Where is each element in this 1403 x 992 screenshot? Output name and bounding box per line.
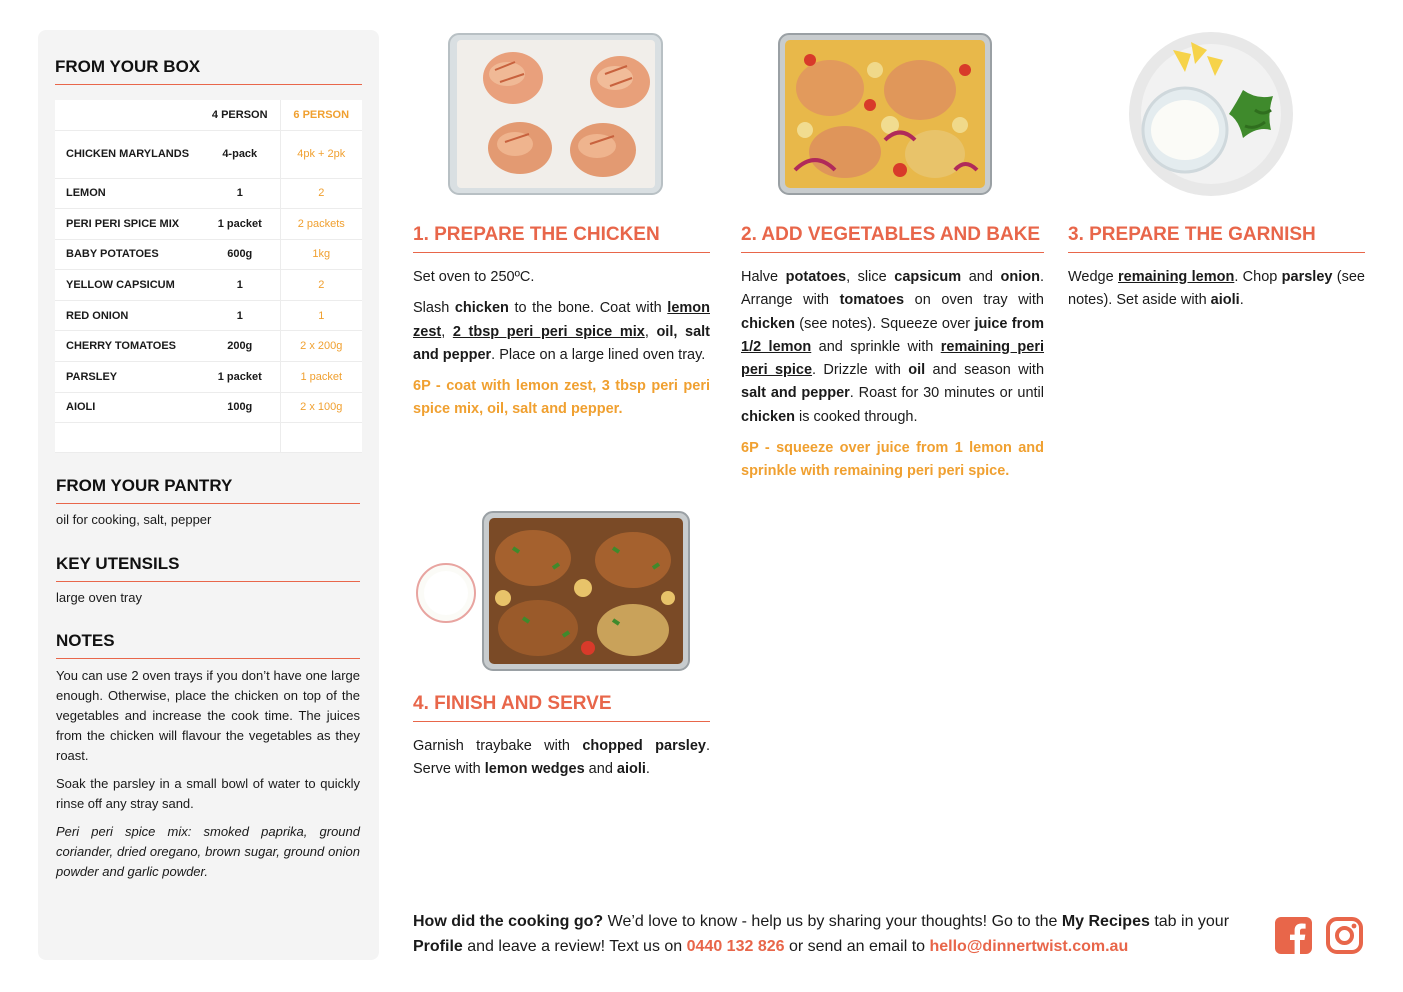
ingredient-4p: 1 [200, 178, 280, 209]
step-1-title: 1. PREPARE THE CHICKEN [413, 224, 710, 253]
ingredient-name: AIOLI [55, 392, 200, 423]
step-3-photo [1125, 30, 1297, 198]
note-paragraph: You can use 2 oven trays if you don’t have one large enough. Otherwise, place the chicken on top of the vegetables and increase the cook time. The juices from the chicken will flavour the vegetables as they roast. [56, 668, 360, 763]
table-row [55, 331, 362, 362]
ingredient-4p: 1 [200, 300, 280, 331]
facebook-icon[interactable] [1275, 917, 1312, 954]
ingredient-name: PERI PERI SPICE MIX [55, 209, 200, 240]
table-row [55, 270, 362, 301]
ingredient-6p: 2 x 100g [280, 392, 362, 423]
table-row [55, 362, 362, 393]
ingredient-4p: 600g [200, 239, 280, 270]
ingredient-6p: 2 packets [280, 209, 362, 240]
feedback-footer: How did the cooking go? We’d love to know - help us by sharing your thoughts! Go to the My Recipes tab in your Profile and leave a review! Text us on 0440 132 826 or send an email to hello@dinnertwist.com.au [413, 913, 1230, 955]
notes-body [56, 666, 360, 890]
email-link[interactable]: hello@dinnertwist.com.au [929, 938, 1129, 955]
ingredient-4p: 1 packet [200, 362, 280, 393]
header-6-person: 6 PERSON [280, 100, 362, 130]
from-your-box-title: FROM YOUR BOX [55, 57, 362, 85]
step-1-instructions: Slash chicken to the bone. Coat with lemon zest, 2 tbsp peri peri spice mix, oil, salt and pepper. Place on a large lined oven tray. [413, 300, 710, 363]
ingredient-name: CHERRY TOMATOES [55, 331, 200, 362]
step-1-six-person-note: 6P - coat with lemon zest, 3 tbsp peri peri spice mix, oil, salt and pepper. [413, 378, 710, 418]
step-1-photo [445, 30, 670, 198]
header-4-person: 4 PERSON [200, 100, 280, 130]
utensils-text: large oven tray [56, 590, 142, 605]
table-row [55, 209, 362, 240]
ingredient-name: RED ONION [55, 300, 200, 331]
ingredient-6p: 1 packet [280, 362, 362, 393]
step-3-title: 3. PREPARE THE GARNISH [1068, 224, 1365, 253]
step-2-title: 2. ADD VEGETABLES AND BAKE [741, 224, 1044, 253]
table-row [55, 392, 362, 423]
key-utensils-title: KEY UTENSILS [56, 554, 360, 582]
instagram-icon[interactable] [1326, 917, 1363, 954]
step-1-oven: Set oven to 250ºC. [413, 269, 535, 285]
ingredient-4p: 1 packet [200, 209, 280, 240]
step-2-body [741, 266, 1044, 492]
table-row [55, 300, 362, 331]
pantry-text: oil for cooking, salt, pepper [56, 512, 212, 527]
step-2-six-person-note: 6P - squeeze over juice from 1 lemon and sprinkle with remaining peri peri spice. [741, 440, 1044, 480]
ingredient-4p: 1 [200, 270, 280, 301]
step-3-instructions: Wedge remaining lemon. Chop parsley (see notes). Set aside with aioli. [1068, 269, 1365, 309]
ingredient-name: BABY POTATOES [55, 239, 200, 270]
step-4-photo [413, 508, 693, 674]
step-2-instructions: Halve potatoes, slice capsicum and onion. Arrange with tomatoes on oven tray with chicken (see notes). Squeeze over juice from 1/2 lemon and sprinkle with remaining peri peri spice. Drizzle with oil and season with salt and pepper. Roast for 30 minutes or until chicken is cooked through. [741, 269, 1045, 425]
ingredient-name: LEMON [55, 178, 200, 209]
from-your-pantry-title: FROM YOUR PANTRY [56, 476, 360, 504]
step-4-instructions: Garnish traybake with chopped parsley. Serve with lemon wedges and aioli. [413, 738, 710, 778]
ingredient-name: PARSLEY [55, 362, 200, 393]
ingredient-6p: 1 [280, 300, 362, 331]
step-4-body [413, 735, 710, 790]
ingredient-name: CHICKEN MARYLANDS [55, 130, 200, 178]
step-1-body [413, 266, 710, 430]
ingredient-name: YELLOW CAPSICUM [55, 270, 200, 301]
footer-question: How did the cooking go? [413, 913, 604, 930]
table-row [55, 239, 362, 270]
ingredients-table [55, 100, 362, 453]
step-2-photo [775, 30, 995, 198]
table-row-empty [55, 423, 362, 453]
ingredient-6p: 2 x 200g [280, 331, 362, 362]
my-recipes-link: My Recipes [1061, 913, 1150, 930]
notes-title: NOTES [56, 631, 360, 659]
table-row [55, 130, 362, 178]
ingredient-6p: 4pk + 2pk [280, 130, 362, 178]
ingredient-4p: 100g [200, 392, 280, 423]
step-4-title: 4. FINISH AND SERVE [413, 693, 710, 722]
ingredient-6p: 2 [280, 270, 362, 301]
table-header-row [55, 100, 362, 130]
table-row [55, 178, 362, 209]
note-paragraph: Soak the parsley in a small bowl of water to quickly rinse off any stray sand. [56, 776, 360, 811]
note-paragraph: Peri peri spice mix: smoked paprika, ground coriander, dried oregano, brown sugar, ground onion powder and garlic powder. [56, 824, 360, 879]
ingredient-6p: 2 [280, 178, 362, 209]
ingredient-4p: 4-pack [200, 130, 280, 178]
ingredients-sidebar [38, 30, 379, 960]
ingredient-4p: 200g [200, 331, 280, 362]
profile-link: Profile [413, 938, 463, 955]
step-3-body [1068, 266, 1365, 321]
header-empty [55, 100, 200, 130]
phone-number-link[interactable]: 0440 132 826 [686, 938, 785, 955]
ingredient-6p: 1kg [280, 239, 362, 270]
